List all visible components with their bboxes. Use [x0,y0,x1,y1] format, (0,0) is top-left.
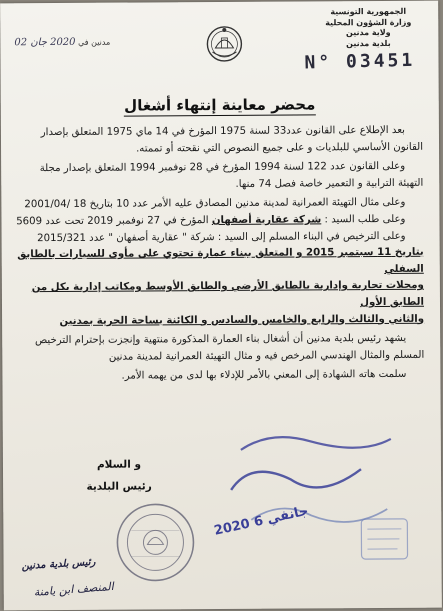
signature-stamp-text: رئيس بلدية مدنين [21,556,96,573]
signatory-name: المنصف ابن يامنة [33,579,115,599]
paragraph-line: وعلى القانون عدد 122 لسنة 1994 المؤرخ في 28 نوفمبر 1994 المتعلق بإصدار مجلة [39,161,406,175]
paragraph-line: التهيئة الترابية و التعمير خاصة فصل 74 منها. [235,177,424,190]
official-seal-icon [113,500,198,585]
permit-line: وعلى الترخيص في البناء المسلم إلى السيد : شركة " عقارية أصفهان " عدد 2015/321 [37,230,406,244]
government-header [308,7,428,50]
document-title: محضر معاينة إنتهاء أشغال [124,95,316,115]
municipality-emblem-icon [204,22,244,66]
document-body [15,123,425,386]
municipality-name: بلدية مدنين [346,38,391,48]
request-date: المؤرخ في 27 نوفمبر 2019 تحت عدد 5609 [16,215,209,228]
paragraph-line: وعلى مثال التهيئة العمرانية لمدينة مدنين المصادق عليه الأمر عدد 10 بتاريخ 18 /2001/04 [24,197,406,211]
permit-detail-line: بتاريخ 11 سبتمبر 2015 و المتعلق ببناء عمارة تحتوي على مأوى للسيارات بالطابق السفلي [17,246,424,275]
permit-detail-line: ومحلات تجارية وإدارية بالطابق الأرضي والطابق الأوسط ومكاتب إدارية بكل من الطابق الأول [31,280,425,309]
state-name: ولاية مدنين [345,27,391,38]
applicant-name: شركة عقارية أصفهان [211,214,322,227]
document-date [14,37,110,49]
closing-block [59,458,179,503]
request-label: وعلى طلب السيد : [324,213,406,226]
paragraph-line: القانون الأساسي للبلديات و على جميع النصوص التي نقحته أو تممته. [136,141,424,155]
date-label: مدنين في [78,37,111,47]
date-handwritten: 2020 جان 02 [14,36,76,49]
certification-line: المسلم والمثال الهندسي المرخص فيه و مثال التهيئة العمرانية لمدينة مدنين [108,349,425,363]
issuance-line: سلمت هاته الشهادة إلى المعني بالأمر للإدلاء بها لدى من يهمه الأمر. [121,369,407,382]
date-stamp: 2020 جانفي 6 [212,503,310,539]
signatory-title: رئيس البلدية [86,480,152,493]
permit-detail-line: والثاني والثالث والرابع والخامس والسادس و الكائنة بساحة الحرية بمدنين [59,313,425,327]
certification-line: يشهد رئيس بلدية مدنين أن أشغال بناء العمارة المذكورة منتهية وإنجزت بإحترام الترخيص [34,332,407,347]
paragraph-line: بعد الإطلاع على القانون عدد33 لسنة 1975 المؤرخ في 14 ماي 1975 المتعلق بإصدار [40,124,405,139]
serial-number: N° 03451 [304,49,416,74]
country-name: الجمهورية التونسية [330,6,407,17]
salutation: و السلام [96,458,142,471]
document-page [0,1,442,611]
ministry-name: وزارة الشؤون المحلية [325,17,412,27]
blue-stamp-icon [211,419,412,570]
request-line [15,212,423,231]
